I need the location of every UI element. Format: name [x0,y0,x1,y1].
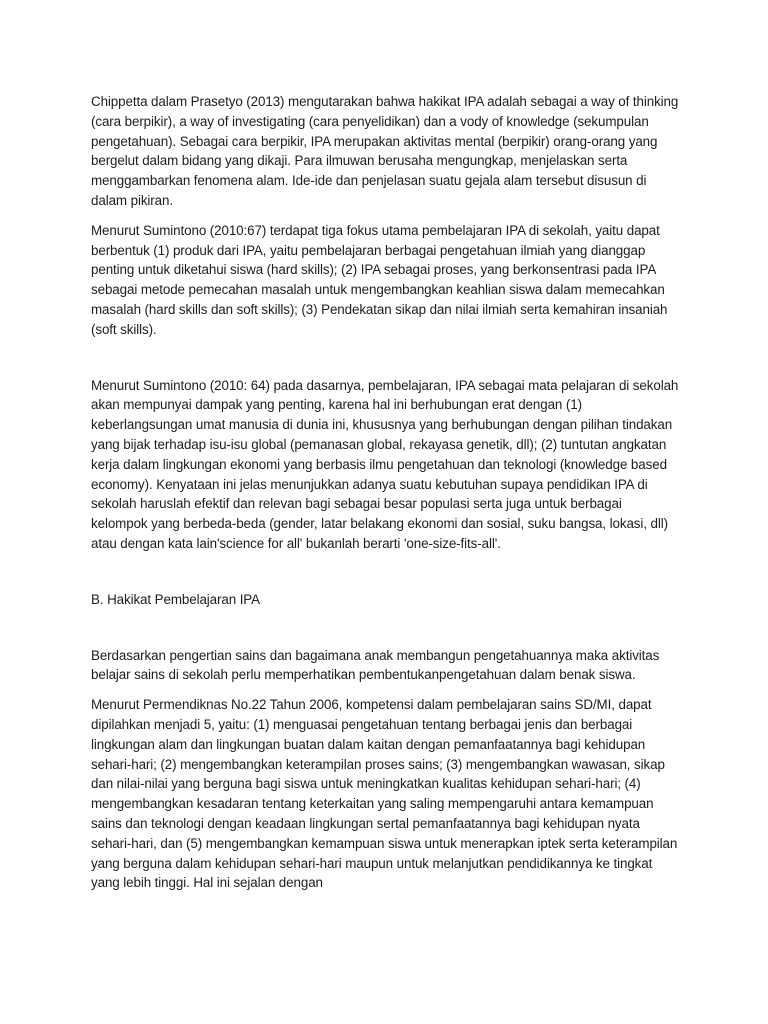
paragraph-spacer [91,685,681,695]
paragraph-chippetta: Chippetta dalam Prasetyo (2013) mengutarakan bahwa hakikat IPA adalah sebagai a way of thinking (cara berpikir), a way of investigating (cara penyelidikan) dan a vody of knowledge (sekumpulan pengetahuan). Sebagai cara berpikir, IPA merupakan aktivitas mental (berpikir) orang-orang yang bergelut dalam bidang yang dikaji. Para ilmuwan berusaha mengungkap, menjelaskan serta menggambarkan fenomena alam. Ide-ide dan penjelasan suatu gejala alam tersebut disusun di dalam pikiran. [91,94,679,208]
paragraph-spacer [91,610,681,646]
paragraph-spacer [91,211,681,221]
document-body [91,92,681,893]
paragraph-spacer [91,554,681,590]
paragraph-berdasarkan: Berdasarkan pengertian sains dan bagaimana anak membangun pengetahuannya maka aktivitas belajar sains di sekolah perlu memperhatikan pembentukanpengetahuan dalam benak siswa. [91,647,660,683]
paragraph-permendiknas: Menurut Permendiknas No.22 Tahun 2006, kompetensi dalam pembelajaran sains SD/MI, dapat dipilahkan menjadi 5, yaitu: (1) menguasai pengetahuan tentang berbagai jenis dan berbagai lingkungan alam dan lingkungan buatan dalam kaitan dengan pemanfaatannya bagi kehidupan sehari-hari; (2) mengembangkan keterampilan proses sains; (3) mengembangkan wawasan, sikap dan nilai-nilai yang berguna bagi siswa untuk meningkatkan kualitas kehidupan sehari-hari; (4) mengembangkan kesadaran tentang keterkaitan yang saling mempengaruhi antara kemampuan sains dan teknologi dengan keadaan lingkungan sertal pemanfaatannya bagi kehidupan nyata sehari-hari, dan (5) mengembangkan kemampuan siswa untuk menerapkan iptek serta keterampilan yang berguna dalam kehidupan sehari-hari maupun untuk melanjutkan pendidikannya ke tingkat yang lebih tinggi. Hal ini sejalan dengan [91,697,678,891]
section-heading: B. Hakikat Pembelajaran IPA [91,591,260,607]
paragraph-sumintono-67: Menurut Sumintono (2010:67) terdapat tiga fokus utama pembelajaran IPA di sekolah, yaitu dapat berbentuk (1) produk dari IPA, yaitu pembelajaran berbagai pengetahuan ilmiah yang dianggap penting untuk diketahui siswa (hard skills); (2) IPA sebagai proses, yang berkonsentrasi pada IPA sebagai metode pemecahan masalah untuk mengembangkan keahlian siswa dalam memecahkan masalah (hard skills dan soft skills); (3) Pendekatan sikap dan nilai ilmiah serta kemahiran insaniah (soft skills). [91,222,668,337]
paragraph-spacer [91,340,681,376]
paragraph-sumintono-64: Menurut Sumintono (2010: 64) pada dasarnya, pembelajaran, IPA sebagai mata pelajaran di sekolah akan mempunyai dampak yang penting, karena hal ini berhubungan erat dengan (1) keberlangsungan umat manusia di dunia ini, khususnya yang berhubungan dengan pilihan tindakan yang bijak terhadap isu-isu global (pemanasan global, rekayasa genetik, dll); (2) tuntutan angkatan kerja dalam lingkungan ekonomi yang berbasis ilmu pengetahuan dan teknologi (knowledge based economy). Kenyataan ini jelas menunjukkan adanya suatu kebutuhan supaya pendidikan IPA di sekolah haruslah efektif dan relevan bagi sebagai besar populasi serta juga untuk berbagai kelompok yang berbeda-beda (gender, latar belakang ekonomi dan sosial, suku bangsa, lokasi, dll) atau dengan kata lain'science for all' bukanlah berarti 'one-size-fits-all'. [91,377,679,551]
